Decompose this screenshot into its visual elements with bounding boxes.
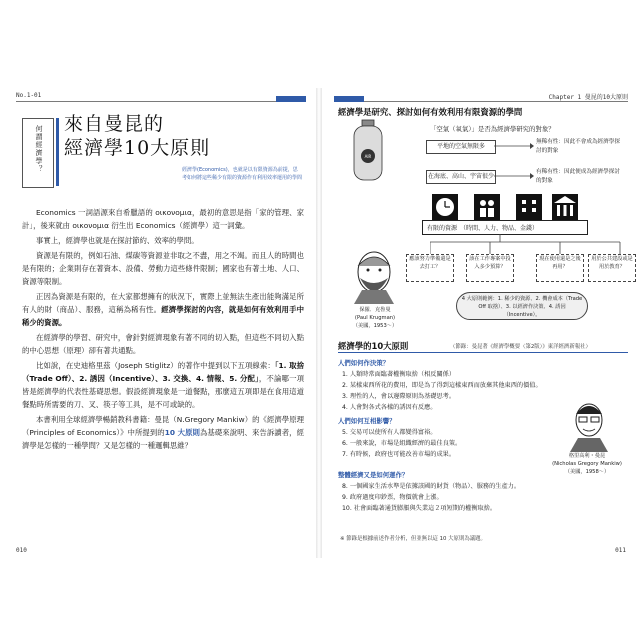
- group-heading: 人們如何作決策？: [338, 359, 390, 367]
- mankiw-caption: 格里高利・曼昆 (Nicholas Gregory Mankiw) （美國，1958～）: [552, 453, 622, 475]
- question-box: 現在使用還是之後再用？: [536, 254, 584, 282]
- people-icon: [474, 194, 500, 220]
- principles-oval: 4 大原則範例：1. 稀少的資源、2. 機會成本（Trade Off 取捨）、3. 以經濟作決策、4. 誘因（Incentive）。: [456, 292, 588, 320]
- section2-title: 經濟學的10大原則: [338, 341, 409, 351]
- list-item: 7. 有時候，政府也可能改善市場的成果。: [342, 451, 456, 458]
- paragraph: [22, 413, 304, 452]
- arrow-connectors: [494, 140, 534, 184]
- list-item: 2. 某樣東西所花的費用，即是為了得到這樣東西而放棄其他東西的價值。: [342, 382, 542, 389]
- list-item: 5. 交易可以使所有人都變得富裕。: [342, 429, 437, 436]
- title-line-1: 來自曼昆的: [64, 113, 165, 135]
- resource-icons: [430, 192, 580, 222]
- krugman-portrait-icon: [344, 244, 404, 304]
- list-item: 6. 一般來說，市場是組織經濟的最佳良策。: [342, 440, 462, 447]
- list-item: 3. 理性的人，會以邊際原則為基礎思考。: [342, 393, 456, 400]
- paragraph: Economics 一詞語源來自希臘語的 οικονομια，最初的意思是指「家的管理、家計」，後來就由 οικονομια 衍生出 Economics（經濟學）這一詞彙。: [22, 208, 304, 230]
- footnote: ※ 節錄是根據前述作者分析，但並無以這 10 大原則為議題。: [340, 536, 486, 542]
- paragraph: 在經濟學的學習、研究中，會針對經濟現象有著不同的切入點，但這些不同切入點的中心思想（原理）卻有著共通點。: [22, 333, 304, 355]
- paragraph: [22, 290, 304, 329]
- book-spine: [316, 88, 322, 558]
- side-tab-label: 何謂經濟學？: [35, 125, 43, 173]
- air-question: [430, 124, 555, 133]
- question-box: 用於公共建設或是用於教育？: [588, 254, 636, 282]
- paragraph: 資源是有限的，例如石油、煤碳等資源並非取之不盡，用之不竭。而且人的時間也是有限的；企業則存在著資本、設備、勞動力這些條件限制；國家也有著土地、人口、資源等限制。: [22, 251, 304, 286]
- paragraph-highlight: 10 大原則: [164, 428, 200, 437]
- group-heading: 整體經濟又是如何運作？: [338, 471, 409, 479]
- title-line-2: 經濟學10大原則: [64, 137, 211, 159]
- building-icon: [516, 194, 542, 220]
- paragraph: 事實上，經濟學也就是在探討節約、效率的學問。: [36, 236, 199, 245]
- header-rule: [16, 101, 306, 102]
- section2-source: （節錄：曼昆著《經濟學概要（第2版）》東洋經濟新報社）: [450, 344, 591, 350]
- paragraph-bold: 經濟學探討的內容，就是如何有效利用手中稀少的資源。: [22, 305, 304, 327]
- right-page-header: Chapter 1 曼昆的10大原則: [548, 94, 628, 101]
- side-tab: [22, 118, 54, 188]
- subtitle: 經濟學(Economics)，也就是以有限資源為前提，思考如何將這些稀少有限的資源作有利用效率運用的學問: [182, 167, 303, 181]
- right-page-number: 011: [615, 547, 626, 554]
- body-text: [22, 206, 304, 454]
- paragraph-text: 本書利用全球經濟學暢銷教科書籍：曼昆（N.Gregory Mankiw）的《經濟學原理（Principles of Economics）》中所提到的: [22, 415, 304, 437]
- question-prefix: 「空氣（氧氣）: [430, 125, 472, 133]
- section1-title: 經濟學是研究、探討如何有效利用有限資源的學問: [338, 107, 523, 117]
- question-box: 該在工作專案中投入多少預算？: [466, 254, 514, 282]
- blue-accent-bar: [276, 96, 306, 102]
- mankiw-portrait-icon: [564, 398, 614, 452]
- group-heading: 人們如何互相影響？: [338, 417, 396, 425]
- box-air-scarce: 在海底、高山、宇宙很少: [426, 170, 496, 184]
- box-air-unlimited: 平地的空氣無限多: [426, 140, 496, 154]
- note-nonscarce: 無稀有性：因此不會成為經濟學探討的對象: [536, 139, 620, 154]
- note-scarce: 有稀有性：因此便成為經濟學探討的對象: [536, 169, 620, 184]
- question-suffix: 」是否為經濟學研究的對象？: [471, 125, 555, 133]
- branch-lines: [430, 234, 630, 256]
- paragraph-text: ，不論哪一項皆是經濟學的代表性基礎思想。假設經濟現象是一道餐點，那麼這五項即是在食用這道餐點時所需要的刀、叉、筷子等工具，是不可或缺的。: [22, 374, 305, 409]
- paragraph-text: 比如說，在史迪格里茲（Joseph Stiglitz）的著作中提到以下五項線索：: [36, 361, 275, 370]
- limited-resources-label: 有限的資源 （時間、人力、物品、金錢）: [422, 220, 588, 235]
- section2-rule: [338, 352, 628, 353]
- title-accent-bar: [56, 118, 59, 186]
- air-cylinder-icon: [346, 118, 390, 182]
- list-item: 4. 人會對各式各樣的誘因有反應。: [342, 404, 437, 411]
- list-item: 8. 一個國家生活水準是依據該國的財貨（物品）、服務的生產力。: [342, 483, 521, 490]
- page-title: [64, 112, 210, 160]
- krugman-caption: 保羅．克魯曼 (Paul Krugman) （美國，1953～）: [352, 307, 398, 329]
- list-item: 9. 政府過度印鈔票，物價就會上漲。: [342, 494, 443, 501]
- list-item: 10. 社會面臨著通貨膨脹與失業這２項短期的權衡取捨。: [342, 505, 497, 512]
- paragraph-text: 為基礎來說明、來告訴讀者，經濟學是怎樣的一種學問？又是怎樣的一種邏輯思維？: [22, 428, 304, 450]
- blue-accent-bar: [334, 96, 364, 102]
- paragraph-text: 正因為資源是有限的，在大家都想擁有的狀況下，實際上並無法生產出能夠滿足所有人的財（商品）、服務，這稱為稀有性。: [22, 292, 304, 314]
- left-page-header: No.1-01: [16, 92, 42, 99]
- air-label: AIR: [364, 154, 372, 159]
- paragraph-bold: 「1. 取捨（Trade Off）、2. 誘因（Incentive）、3. 交換、4. 情報、5. 分配」: [22, 361, 304, 383]
- paragraph: [22, 359, 304, 411]
- question-box: 應該努力準備還是去打工？: [406, 254, 454, 282]
- left-page-number: 010: [16, 547, 27, 554]
- right-page: [330, 88, 632, 558]
- header-rule: [334, 101, 628, 102]
- list-item: 1. 人類時常面臨著權衡取捨（相反關係）: [342, 371, 456, 378]
- left-page: [8, 88, 312, 558]
